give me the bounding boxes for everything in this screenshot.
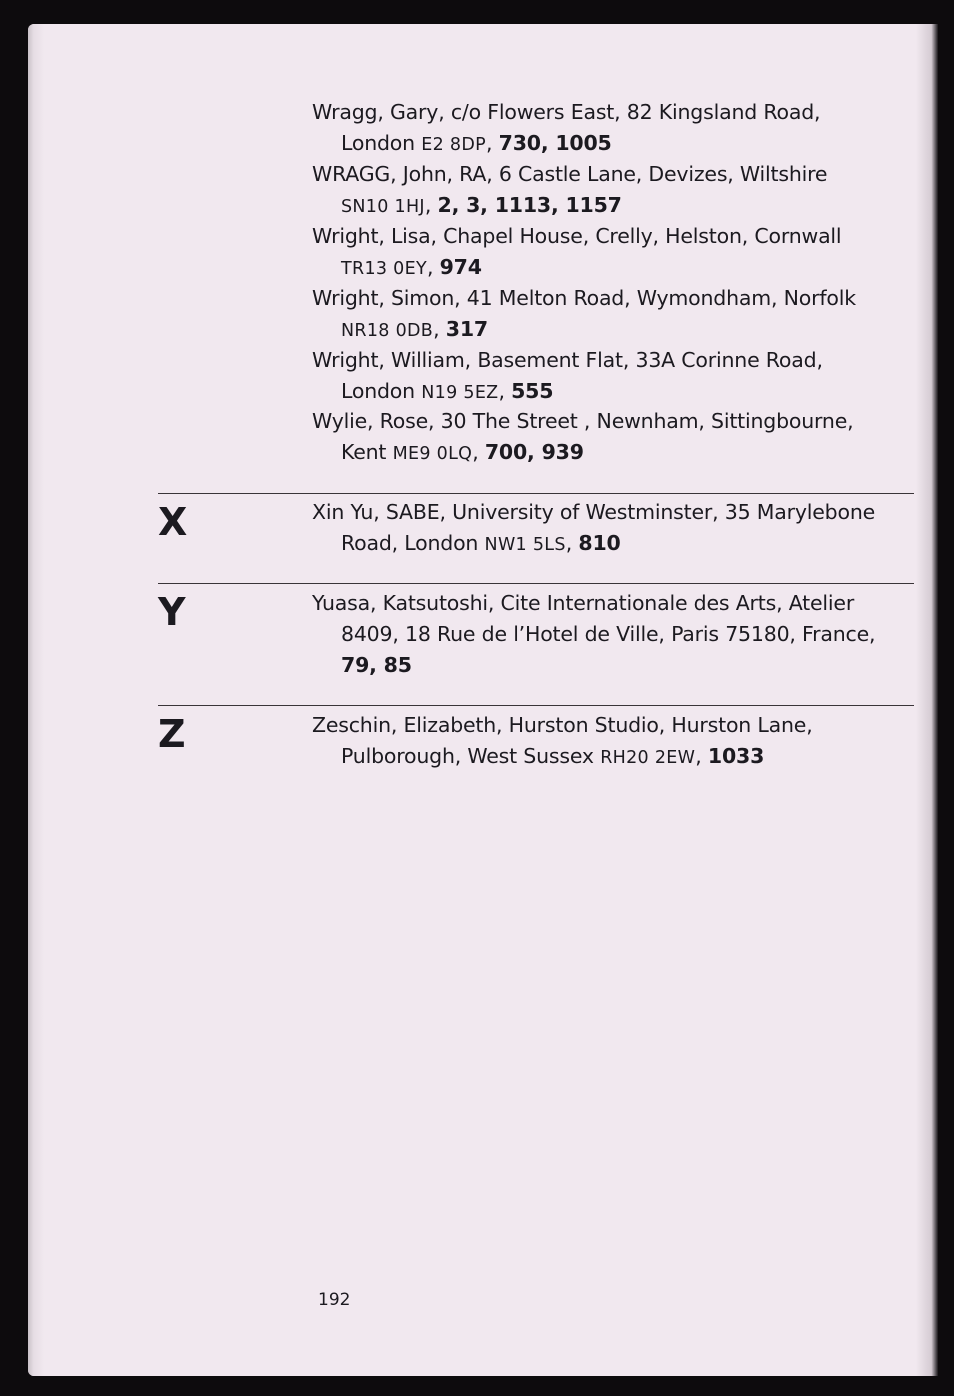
entry-locality: London	[341, 131, 422, 155]
entry-name-address: Zeschin, Elizabeth, Hurston Studio, Hurston Lane,	[312, 713, 813, 737]
entry-page-refs: 700, 939	[484, 440, 584, 464]
entry-page-refs: 1033	[707, 744, 765, 768]
entry-continuation	[312, 376, 912, 409]
entry-continuation	[312, 314, 912, 347]
entry-postcode: E2 8DP	[421, 135, 486, 155]
entry-continuation	[312, 190, 912, 223]
entry-continuation	[312, 741, 912, 774]
entry-separator: ,	[565, 531, 579, 555]
entry-continuation: 8409, 18 Rue de l’Hotel de Ville, Paris 75180, France,	[341, 622, 876, 646]
index-entry	[312, 159, 912, 223]
index-entry	[312, 221, 912, 285]
index-entry	[312, 497, 912, 561]
entry-locality: Kent	[341, 440, 393, 464]
entry-page-refs: 810	[578, 531, 621, 555]
entry-separator: ,	[426, 255, 440, 279]
entry-postcode: ME9 0LQ	[392, 444, 473, 464]
entry-page-refs: 317	[445, 317, 488, 341]
entry-name-address: Wylie, Rose, 30 The Street , Newnham, Sittingbourne,	[312, 409, 854, 433]
index-entry	[312, 406, 912, 470]
entry-name-address: Wright, Lisa, Chapel House, Crelly, Helston, Cornwall	[312, 224, 842, 248]
entry-locality: Road, London	[341, 531, 485, 555]
entry-continuation	[312, 128, 912, 161]
entry-page-refs: 555	[511, 379, 554, 403]
entry-continuation	[312, 528, 912, 561]
entry-postcode: TR13 0EY	[341, 259, 427, 279]
entry-name-address: WRAGG, John, RA, 6 Castle Lane, Devizes, Wiltshire	[312, 162, 828, 186]
index-entry	[312, 588, 912, 681]
entry-postcode: N19 5EZ	[421, 383, 499, 403]
entry-separator: ,	[695, 744, 708, 768]
entry-locality: Pulborough, West Sussex	[341, 744, 601, 768]
index-entry	[312, 345, 912, 409]
entry-continuation	[312, 252, 912, 285]
entry-page-refs: 730, 1005	[498, 131, 612, 155]
entry-name-address: Wright, Simon, 41 Melton Road, Wymondham, Norfolk	[312, 286, 856, 310]
entry-postcode: RH20 2EW	[600, 748, 696, 768]
entry-postcode: NW1 5LS	[484, 535, 566, 555]
entry-separator: ,	[433, 317, 446, 341]
section-divider-z	[158, 705, 914, 706]
entry-separator: ,	[472, 440, 485, 464]
entry-postcode: NR18 0DB	[341, 321, 434, 341]
section-letter-y: Y	[158, 590, 186, 634]
section-letter-x: X	[158, 500, 188, 544]
entry-page-refs: 79, 85	[341, 653, 412, 677]
entry-name-address: Yuasa, Katsutoshi, Cite Internationale des Arts, Atelier	[312, 591, 855, 615]
entry-name-address: Xin Yu, SABE, University of Westminster, 35 Marylebone	[312, 500, 876, 524]
section-divider-x	[158, 493, 914, 494]
entry-name-address: Wright, William, Basement Flat, 33A Corinne Road,	[312, 348, 823, 372]
index-entry	[312, 710, 912, 774]
entry-page-refs: 974	[439, 255, 482, 279]
entry-name-address: Wragg, Gary, c/o Flowers East, 82 Kingsland Road,	[312, 100, 821, 124]
entry-separator: ,	[485, 131, 499, 155]
entry-separator: ,	[498, 379, 512, 403]
entry-page-refs: 2, 3, 1113, 1157	[437, 193, 622, 217]
index-entry	[312, 283, 912, 347]
page-number: 192	[318, 1290, 351, 1310]
section-letter-z: Z	[158, 712, 186, 756]
section-divider-y	[158, 583, 914, 584]
entry-postcode: SN10 1HJ	[341, 197, 425, 217]
index-entry	[312, 97, 912, 161]
entry-continuation	[312, 437, 912, 470]
entry-locality: London	[341, 379, 422, 403]
entry-separator: ,	[424, 193, 438, 217]
